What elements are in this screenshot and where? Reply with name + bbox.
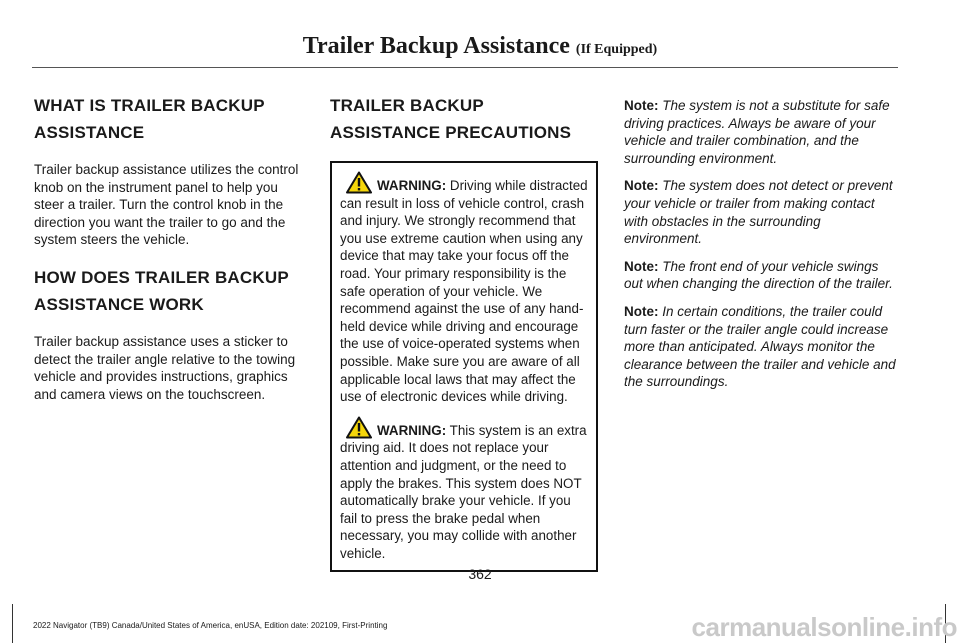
- note-text: The system is not a substitute for safe driving practices. Always be aware of your vehicle and trailer combination, and the surrounding environment.: [624, 98, 890, 166]
- crop-mark: [12, 604, 13, 643]
- column-middle: [330, 92, 598, 572]
- note-item: [624, 258, 898, 293]
- footer-edition-text: 2022 Navigator (TB9) Canada/United States of America, enUSA, Edition date: 202109, First-Printing: [33, 621, 388, 630]
- warning-triangle-icon: [346, 171, 372, 194]
- warning-triangle-icon: [346, 416, 372, 439]
- paragraph-what-is: Trailer backup assistance utilizes the control knob on the instrument panel to help you steer a trailer. Turn the control knob in the direction you want the trailer to go and the system steers the vehicle.: [34, 162, 299, 248]
- warning-label: WARNING:: [377, 422, 447, 438]
- warning-text: Driving while distracted can result in loss of vehicle control, crash and injury. We strongly recommend that you use extreme caution when using any device that may take your focus off the road. Your primary responsibility is the safe operation of your vehicle. We recommend against the use of any hand-held device while driving and encourage the use of voice-operated systems when possible. Make sure you are aware of all applicable local laws that may affect the use of electronic devices while driving.: [340, 178, 588, 405]
- note-item: [624, 177, 898, 247]
- section-heading-what-is: WHAT IS TRAILER BACKUP ASSISTANCE: [34, 96, 265, 142]
- warning-text: This system is an extra driving aid. It does not replace your attention and judgment, or the need to apply the brakes. This system does NOT automatically brake your vehicle. If you fail to press the brake pedal when necessary, you may collide with another vehicle.: [340, 422, 587, 561]
- section-heading-how-does: HOW DOES TRAILER BACKUP ASSISTANCE WORK: [34, 267, 289, 314]
- note-item: [624, 303, 898, 391]
- column-right: [624, 97, 898, 401]
- note-label: Note:: [624, 178, 659, 194]
- note-label: Note:: [624, 258, 659, 274]
- column-left: [34, 92, 304, 418]
- section-heading-precautions: TRAILER BACKUP ASSISTANCE PRECAUTIONS: [330, 96, 572, 142]
- header-divider: [32, 67, 898, 68]
- note-label: Note:: [624, 98, 659, 113]
- note-label: Note:: [624, 303, 659, 319]
- warning-item: [340, 416, 590, 563]
- watermark: carmanualsonline.info: [691, 612, 957, 642]
- warning-label: WARNING:: [377, 178, 447, 193]
- paragraph-how-does: Trailer backup assistance uses a sticker to detect the trailer angle relative to the towing vehicle and provides instructions, graphics and camera views on the touchscreen.: [34, 333, 296, 402]
- page-title-main: Trailer Backup Assistance: [302, 33, 570, 59]
- page-title-subtitle: (If Equipped): [575, 42, 658, 57]
- note-item: [624, 97, 898, 167]
- page-number: 362: [468, 566, 492, 582]
- note-text: The front end of your vehicle swings out when changing the direction of the trailer.: [624, 258, 893, 292]
- page-title: [0, 33, 960, 60]
- note-text: The system does not detect or prevent your vehicle or trailer from making contact with obstacles in the surrounding environment.: [624, 178, 893, 247]
- note-text: In certain conditions, the trailer could turn faster or the trailer angle could increase more than anticipated. Always monitor the clearance between the trailer and vehicle and the surroundings.: [624, 303, 896, 390]
- warning-box: [330, 161, 598, 572]
- warning-item: [340, 171, 590, 406]
